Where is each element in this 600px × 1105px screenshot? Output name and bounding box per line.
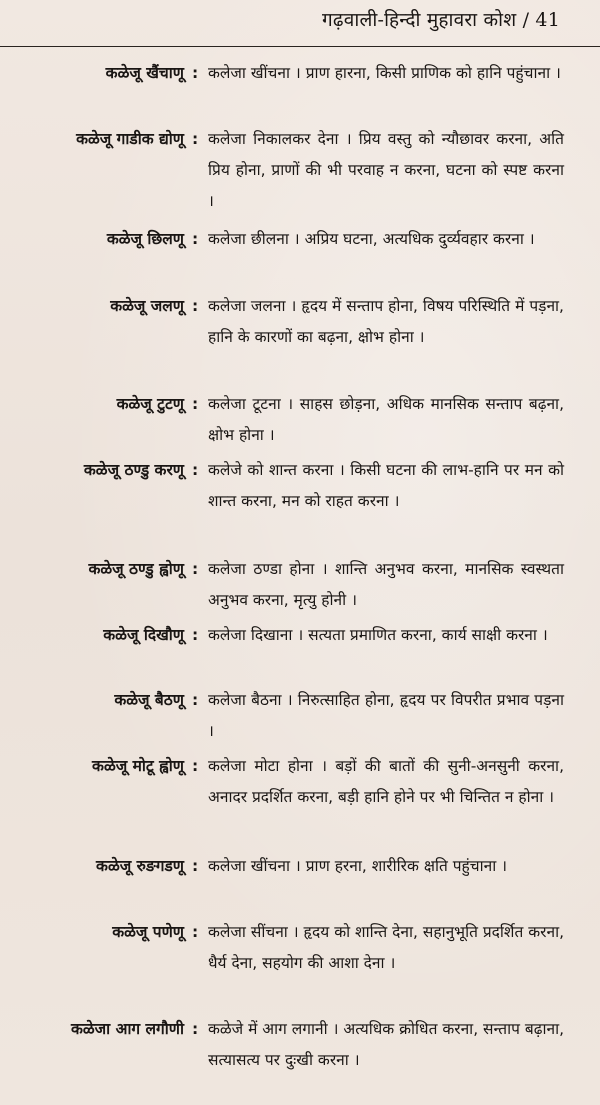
entry-definition: कलेजा खींचना । प्राण हारना, किसी प्राणिक को हानि पहुंचाना ।	[208, 64, 561, 82]
entry-kaleju-thandu-karanu	[0, 455, 600, 548]
entry-definition: कलेजे को शान्त करना । किसी घटना की लाभ-हानि पर मन को शान्त करना, मन को राहत करना ।	[208, 461, 564, 510]
entry-colon: :	[192, 857, 199, 875]
entry-term: कळेजू खैंचाणू	[105, 64, 184, 82]
entry-definition: कलेजा जलना । हृदय में सन्ताप होना, विषय परिस्थिति में पड़ना, हानि के कारणों का बढ़ना, क्षोभ होना ।	[208, 297, 564, 346]
entry-definition: कलेजा निकालकर देना । प्रिय वस्तु को न्यौछावर करना, अति प्रिय होना, प्राणों की भी परवाह न करना, घटना को स्पष्ट करना ।	[208, 130, 564, 210]
entry-colon: :	[192, 691, 199, 709]
entry-definition: कलेजा खींचना । प्राण हरना, शारीरिक क्षति पहुंचाना ।	[208, 857, 508, 875]
entry-term: कळेजू रुङगडणू	[96, 857, 184, 875]
entry-colon: :	[192, 395, 199, 413]
entry-term: कळेजू दिखौणू	[103, 626, 184, 644]
header-rule	[0, 46, 600, 47]
entry-definition: कलेजा छीलना । अप्रिय घटना, अत्यधिक दुर्व्यवहार करना ।	[208, 230, 535, 248]
entry-term: कळेजू जलणू	[110, 297, 184, 315]
entry-kaleju-chhilanu	[0, 224, 600, 286]
entry-kaleju-baithanu	[0, 685, 600, 747]
entry-definition: कलेजा दिखाना । सत्यता प्रमाणित करना, कार्य साक्षी करना ।	[208, 626, 548, 644]
entry-term: कळेजू छिलणू	[106, 230, 184, 248]
entry-kaleju-panenu	[0, 917, 600, 1010]
entry-kaleju-gadik-dyonu	[0, 124, 600, 217]
entry-kaleju-rungadanu	[0, 851, 600, 913]
entry-definition: कलेजा सींचना । हृदय को शान्ति देना, सहानुभूति प्रदर्शित करना, धैर्य देना, सहयोग की आशा देना ।	[208, 923, 565, 972]
entry-term: कळेजू ठण्डु ह्वोणू	[88, 560, 184, 578]
entry-colon: :	[192, 64, 199, 82]
entry-kaleju-thandu-hwonu	[0, 554, 600, 616]
entry-colon: :	[192, 130, 199, 148]
entry-term: कळेजा आग लगौणी	[70, 1020, 184, 1038]
entry-definition: कलेजा टूटना । साहस छोड़ना, अधिक मानसिक सन्ताप बढ़ना, क्षोभ होना ।	[208, 395, 564, 444]
entry-kaleju-dikhaunu	[0, 620, 600, 682]
entry-term: कळेजू पणेणू	[112, 923, 184, 941]
entry-definition: कळेजे में आग लगानी । अत्यधिक क्रोधित करना, सन्ताप बढ़ाना, सत्यासत्य पर दुःखी करना ।	[208, 1020, 565, 1069]
page-header: गढ़वाली-हिन्दी मुहावरा कोश / 41	[322, 9, 560, 31]
entry-colon: :	[192, 757, 199, 775]
entry-term: कळेजू ठण्डु करणू	[83, 461, 184, 479]
entry-colon: :	[192, 1020, 199, 1038]
entry-colon: :	[192, 230, 199, 248]
entry-colon: :	[192, 923, 199, 941]
entry-colon: :	[192, 560, 199, 578]
entry-kaleju-tutanu	[0, 389, 600, 451]
entry-colon: :	[192, 461, 199, 479]
entry-kaleju-motu-hwonu	[0, 751, 600, 844]
entry-term: कळेजू गाडीक द्योणू	[76, 130, 184, 148]
entry-definition: कलेजा ठण्डा होना । शान्ति अनुभव करना, मानसिक स्वस्थता अनुभव करना, मृत्यु होनी ।	[208, 560, 564, 609]
entry-definition: कलेजा बैठना । निरुत्साहित होना, हृदय पर विपरीत प्रभाव पड़ना ।	[208, 691, 564, 740]
entry-colon: :	[192, 297, 199, 315]
entry-kaleja-aag-lagauni	[0, 1014, 600, 1105]
entry-colon: :	[192, 626, 199, 644]
entry-definition: कलेजा मोटा होना । बड़ों की बातों की सुनी-अनसुनी करना, अनादर प्रदर्शित करना, बड़ी हानि होने पर भी चिन्तित न होना ।	[208, 757, 564, 806]
entry-term: कळेजू मोटू ह्वोणू	[92, 757, 184, 775]
entry-kaleju-jalanu	[0, 291, 600, 384]
entry-term: कळेजू टुटणू	[116, 395, 184, 413]
entry-kaleju-khainchanu	[0, 58, 600, 120]
entry-term: कळेजू बैठणू	[114, 691, 184, 709]
